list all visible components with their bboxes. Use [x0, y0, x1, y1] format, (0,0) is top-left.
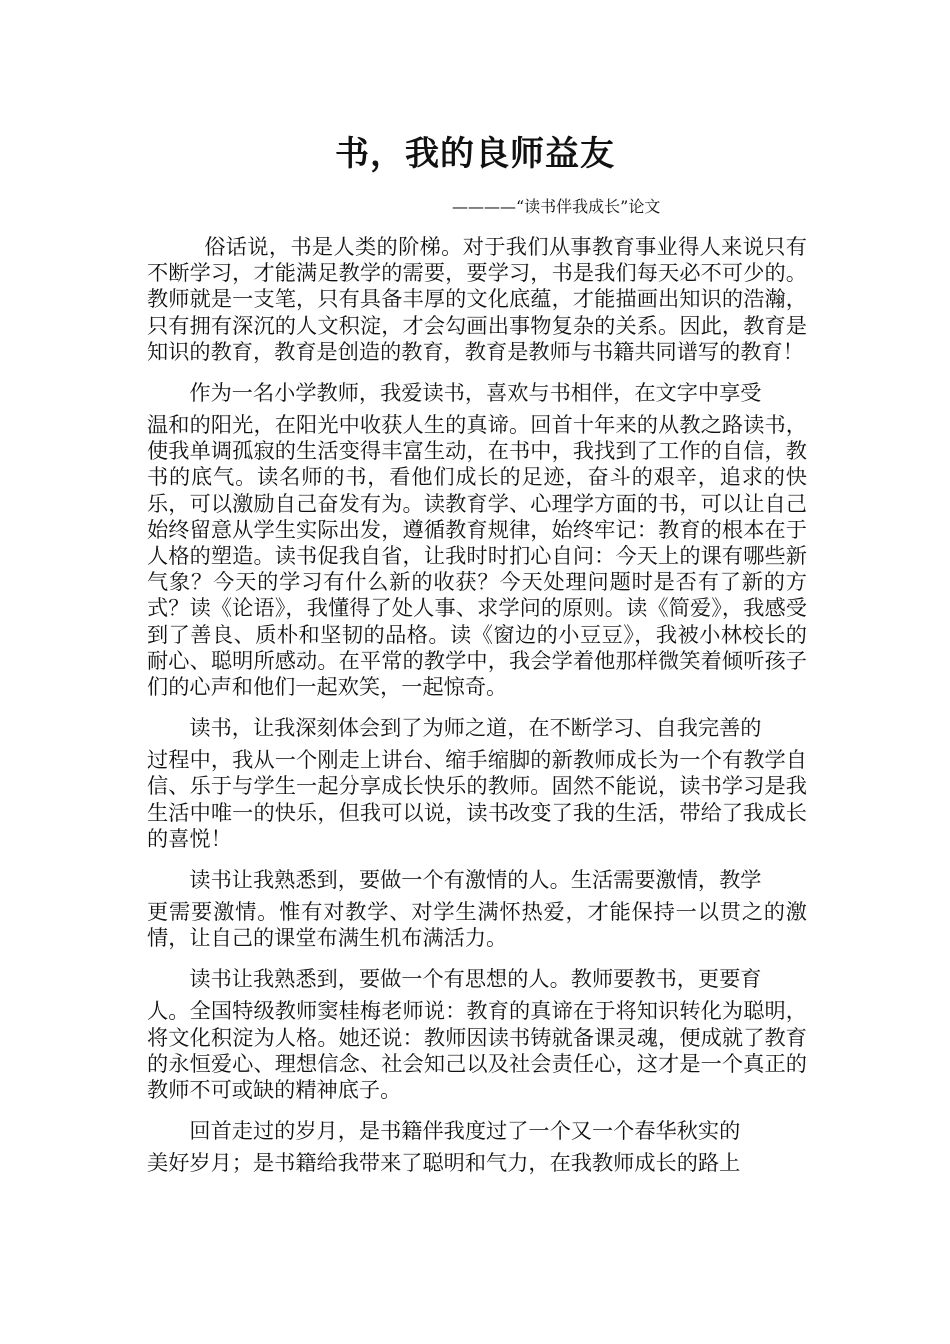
paragraph-6 — [147, 1111, 807, 1176]
paragraph-3 — [147, 708, 807, 852]
paragraph-3-first-line: 读书，让我深刻体会到了为师之道，在不断学习、自我完善的 — [189, 715, 762, 741]
paragraph-2-first-line: 作为一名小学教师，我爱读书，喜欢与书相伴，在文字中享受 — [189, 380, 762, 406]
paragraph-2-rest: 温和的阳光，在阳光中收获人生的真谛。回首十年来的从教之路读书，使我单调孤寂的生活变得丰富生动，在书中，我找到了工作的自信，教书的底气。读名师的书，看他们成长的足迹，奋斗的艰辛，追求的快乐，可以激励自己奋发有为。读教育学、心理学方面的书，可以让自己始终留意从学生实际出发，遵循教育规律，始终牢记：教育的根本在于人格的塑造。读书促我自省，让我时时扪心自问：今天上的课有哪些新气象？今天的学习有什么新的收获？今天处理问题时是否有了新的方式？读《论语》，我懂得了处人事、求学问的原则。读《简爱》，我感受到了善良、质朴和坚韧的品格。读《窗边的小豆豆》，我被小林校长的耐心、聪明所感动。在平常的教学中，我会学着他那样微笑着倾听孩子们的心声和他们一起欢笑，一起惊奇。 — [147, 412, 807, 700]
document-subtitle: ————“读书伴我成长”论文 — [452, 197, 661, 216]
paragraph-5-first-line: 读书让我熟悉到，要做一个有思想的人。教师要教书，更要育 — [189, 966, 762, 992]
paragraph-5-rest: 人。全国特级教师窦桂梅老师说：教育的真谛在于将知识转化为聪明，将文化积淀为人格。她还说：教师因读书铸就备课灵魂，便成就了教育的永恒爱心、理想信念、社会知己以及社会责任心，这才是一个真正的教师不可或缺的精神底子。 — [147, 998, 807, 1103]
paragraph-4-rest: 更需要激情。惟有对教学、对学生满怀热爱，才能保持一以贯之的激情，让自己的课堂布满生机布满活力。 — [147, 899, 807, 951]
paragraph-1: 俗话说，书是人类的阶梯。对于我们从事教育事业得人来说只有不断学习，才能满足教学的需要，要学习，书是我们每天必不可少的。教师就是一支笔，只有具备丰厚的文化底蕴，才能描画出知识的浩瀚，只有拥有深沉的人文积淀，才会勾画出事物复杂的关系。因此，教育是知识的教育，教育是创造的教育，教育是教师与书籍共同谱写的教育！ — [147, 234, 807, 364]
paragraph-4-first-line: 读书让我熟悉到，要做一个有激情的人。生活需要激情，教学 — [189, 867, 762, 893]
paragraph-3-rest: 过程中，我从一个刚走上讲台、缩手缩脚的新教师成长为一个有教学自信、乐于与学生一起分享成长快乐的教师。固然不能说，读书学习是我生活中唯一的快乐，但我可以说，读书改变了我的生活，带给了我成长的喜悦！ — [147, 747, 807, 851]
paragraph-5 — [147, 959, 807, 1103]
document-body — [147, 234, 807, 1176]
document-title: 书，我的良师益友 — [335, 134, 615, 174]
paragraph-6-rest: 美好岁月；是书籍给我带来了聪明和气力，在我教师成长的路上 — [147, 1150, 741, 1176]
paragraph-6-first-line: 回首走过的岁月，是书籍伴我度过了一个又一个春华秋实的 — [189, 1118, 741, 1144]
paragraph-2 — [147, 373, 807, 700]
paragraph-4 — [147, 860, 807, 951]
